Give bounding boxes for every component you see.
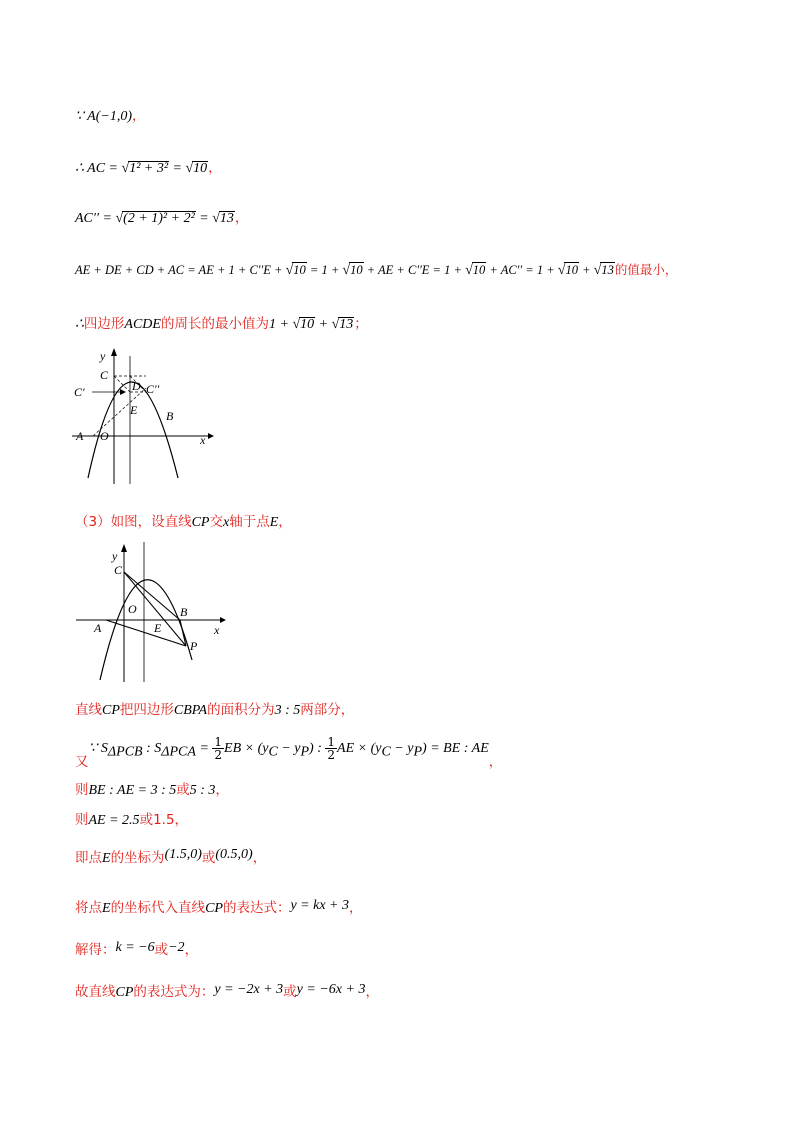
fig2-label-p: P [190,639,198,653]
solution-line-1: ∵ A(−1,0)， [75,108,146,124]
solution-line-10: 则AE = 2.5或1.5， [75,812,189,828]
solution-line-5: ∴四边形ACDE的周长的最小值为1 + √10 + √13； [75,316,368,332]
fig2-label-o: O [128,602,137,616]
fig1-label-c: C [100,368,109,382]
fig1-label-d: D [132,379,141,393]
solution-line-2: ∴ AC = √1² + 3² = √10， [75,160,222,176]
fig2-label-c: C [114,563,123,577]
solution-line-9: 则BE : AE = 3 : 5或5 : 3， [75,782,229,798]
math-a-coords: ∵ A(−1,0) [75,109,132,124]
fig1-label-a: A [76,429,84,443]
fig1-label-y: y [100,349,106,363]
fig1-label-cprime: C′ [74,385,85,399]
solution-line-3: AC′′ = √(2 + 1)² + 2² = √13， [75,210,249,226]
solution-line-4: AE + DE + CD + AC = AE + 1 + C′′E + √10 = 1 + √10 + AE + C′′E = 1 + √10 + AC′′ = 1 + √10 + √13的值最小， [75,262,678,278]
solution-line-14: 故直线CP的表达式为：y = −2x + 3或y = −6x + 3， [75,982,379,1000]
figure-1-parabola [68,346,218,486]
fig2-label-y: y [112,549,118,563]
fig1-label-cdoubleprime: C′′ [146,382,160,396]
fig2-label-e: E [154,621,162,635]
fig1-label-x: x [200,433,206,447]
fig2-parabola-curve [100,580,192,680]
fig2-label-x: x [214,623,220,637]
figure-2-parabola [74,540,234,686]
fig1-label-b: B [166,409,174,423]
fig2-label-a: A [94,621,102,635]
fig1-label-e: E [130,403,138,417]
solution-line-6: （3）如图，设直线CP交x轴于点E， [75,514,292,530]
solution-line-7: 直线CP把四边形CBPA的面积分为3 : 5两部分， [75,702,355,718]
solution-line-8: 又∵ $S_{\Delta PCB}$ : $S_{\Delta PCA}$ = $\frac{1}{2}$ EB × $(y_C - y_P)$ : $\frac{1}{2}$ AE × $(y_C - y_P)$ = BE : AE， [75,735,503,770]
solution-line-13: 解得：k = −6或−2， [75,940,199,958]
fig1-label-o: O [100,429,109,443]
solution-line-11: 即点E的坐标为(1.5,0)或(0.5,0)， [75,847,267,866]
fig2-label-b: B [180,605,188,619]
solution-line-12: 将点E的坐标代入直线CP的表达式：y = kx + 3， [75,898,363,916]
